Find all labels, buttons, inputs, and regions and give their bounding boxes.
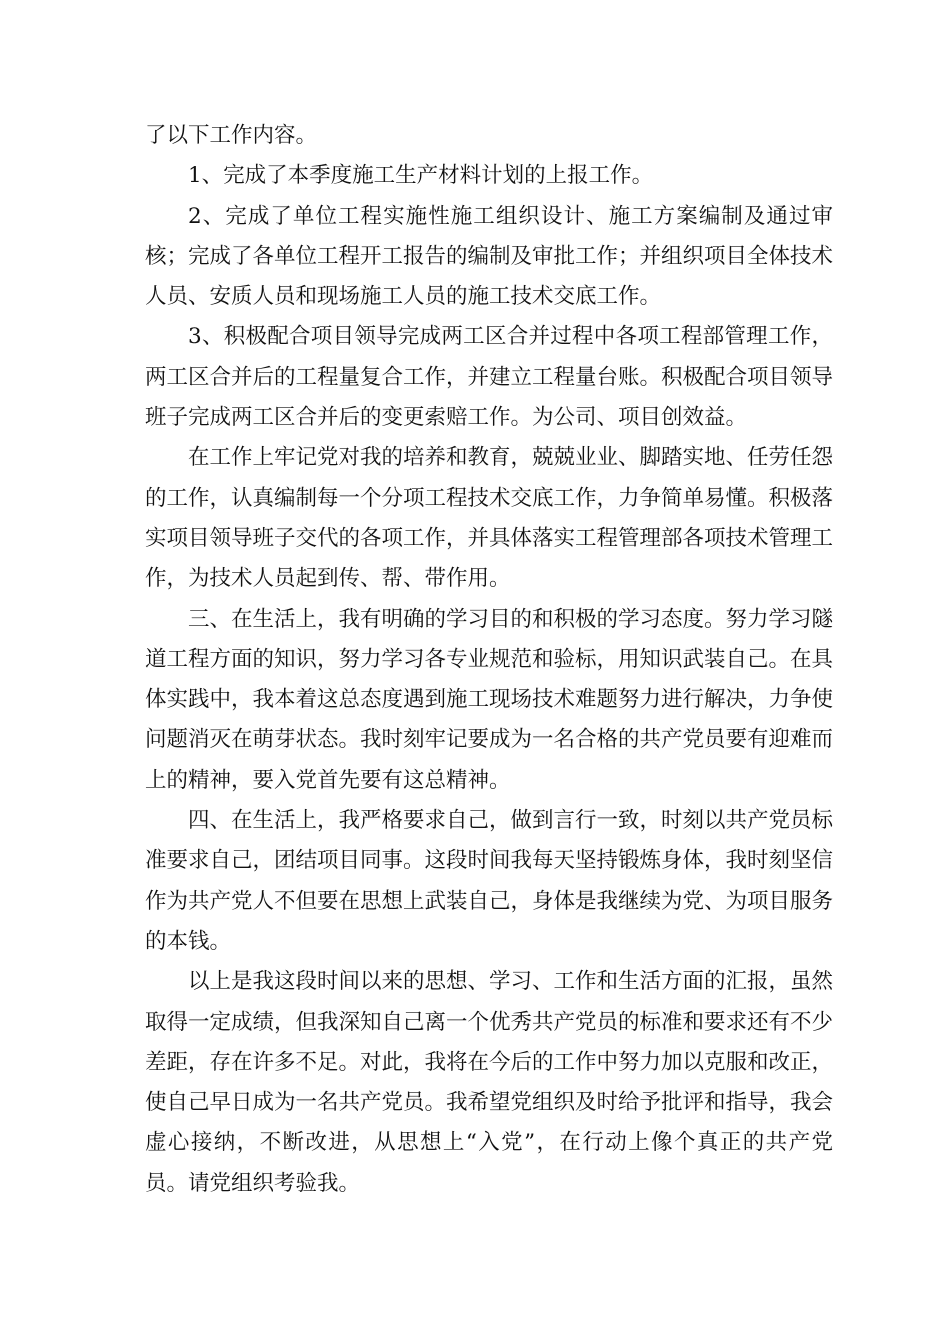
paragraph-item-3: 3、积极配合项目领导完成两工区合并过程中各项工程部管理工作，两工区合并后的工程量复合工作，并建立工程量台账。积极配合项目领导班子完成两工区合并后的变更索赔工作。为公司、项目创效益。 <box>145 324 834 431</box>
paragraph-conclusion: 以上是我这段时间以来的思想、学习、工作和生活方面的汇报，虽然取得一定成绩，但我深知自己离一个优秀共产党员的标准和要求还有不少差距，存在许多不足。对此，我将在今后的工作中努力加以克服和改正，使自己早日成为一名共产党员。我希望党组织及时给予批评和指导，我会虚心接纳，不断改进，从思想上“入党”，在行动上像个真正的共产党员。请党组织考验我。 <box>145 969 834 1196</box>
paragraph-work-attitude: 在工作上牢记党对我的培养和教育，兢兢业业、脚踏实地、任劳任怨的工作，认真编制每一个分项工程技术交底工作，力争简单易懂。积极落实项目领导班子交代的各项工作，并具体落实工程管理部各项技术管理工作，为技术人员起到传、帮、带作用。 <box>145 445 834 592</box>
paragraph-item-2: 2、完成了单位工程实施性施工组织设计、施工方案编制及通过审核；完成了各单位工程开工报告的编制及审批工作；并组织项目全体技术人员、安质人员和现场施工人员的施工技术交底工作。 <box>145 203 834 310</box>
paragraph-section-four: 四、在生活上，我严格要求自己，做到言行一致，时刻以共产党员标准要求自己，团结项目同事。这段时间我每天坚持锻炼身体，我时刻坚信作为共产党人不但要在思想上武装自己，身体是我继续为党、为项目服务的本钱。 <box>145 808 834 954</box>
paragraph-work-intro: 了以下工作内容。 <box>145 123 318 148</box>
document-body <box>145 116 833 1204</box>
paragraph-section-three: 三、在生活上，我有明确的学习目的和积极的学习态度。努力学习隧道工程方面的知识，努力学习各专业规范和验标，用知识武装自己。在具体实践中，我本着这总态度遇到施工现场技术难题努力进行解决，力争使问题消灭在萌芽状态。我时刻牢记要成为一名合格的共产党员要有迎难而上的精神，要入党首先要有这总精神。 <box>145 606 834 793</box>
paragraph-item-1: 1、完成了本季度施工生产材料计划的上报工作。 <box>188 163 654 189</box>
